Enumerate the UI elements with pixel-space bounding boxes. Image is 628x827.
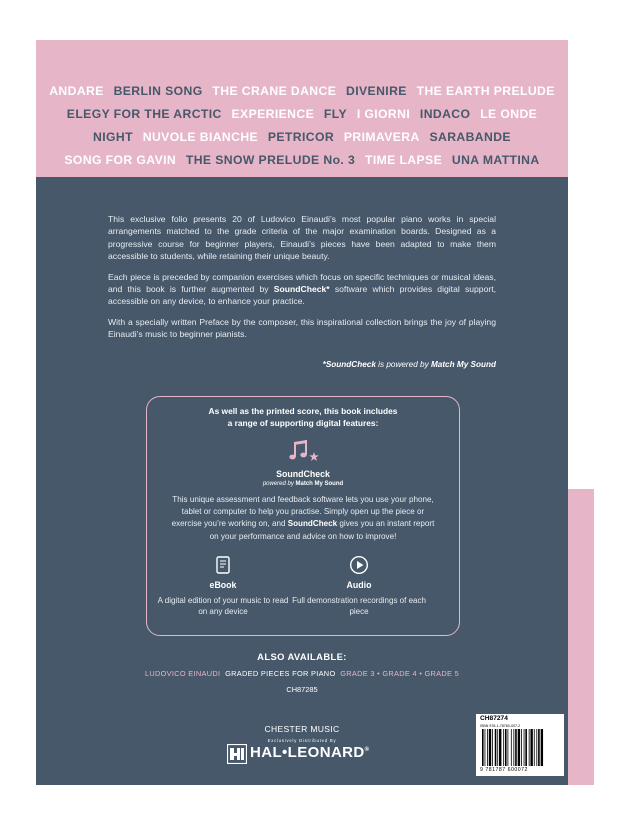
barcode-bar — [497, 729, 498, 766]
barcode-bar — [529, 729, 530, 766]
side-tab — [568, 489, 594, 785]
piece-title: SARABANDE — [429, 130, 511, 144]
audio-description: Full demonstration recordings of each piece — [292, 596, 426, 616]
piece-title: ELEGY FOR THE ARCTIC — [66, 107, 222, 121]
barcode-bar — [538, 729, 540, 766]
registered-mark: ® — [364, 747, 370, 753]
barcode-digits: 9 781787 600072 — [480, 767, 528, 773]
related-grades: GRADE 3 • GRADE 4 • GRADE 5 — [340, 669, 460, 678]
related-series — [36, 669, 568, 678]
piece-title: SONG FOR GAVIN — [64, 153, 177, 167]
barcode-bar — [511, 729, 512, 766]
piece-title: FLY — [323, 107, 348, 121]
ebook-title: eBook — [209, 580, 237, 590]
heading-line: As well as the printed score, this book includes — [208, 406, 398, 416]
footnote — [108, 360, 496, 369]
barcode-label — [476, 714, 564, 776]
barcode-bar — [524, 729, 525, 766]
heading-line: a range of supporting digital features: — [227, 418, 379, 428]
powered-label: powered by — [262, 481, 296, 487]
ebook-description: A digital edition of your music to read on any device — [157, 596, 289, 616]
isbn: ISBN 978-1-78760-007-2 — [480, 724, 521, 728]
ebook-icon — [213, 555, 233, 575]
description-paragraph-2 — [108, 271, 496, 308]
barcode-bar — [503, 729, 504, 766]
barcode-bar — [518, 729, 520, 766]
footnote-partner: Match My Sound — [430, 360, 496, 369]
soundcheck-mention: SoundCheck — [287, 519, 338, 529]
barcode-bar — [536, 729, 537, 766]
related-composer: LUDOVICO EINAUDI — [144, 669, 221, 678]
distributed-by-label: Exclusively Distributed By — [267, 738, 337, 743]
footnote-text: is powered by — [375, 360, 431, 369]
piece-title: EXPERIENCE — [231, 107, 315, 121]
play-icon — [349, 555, 369, 575]
piece-title: I GIORNI — [356, 107, 411, 121]
barcode-bar — [482, 729, 484, 766]
soundcheck-description — [169, 494, 437, 543]
powered-partner: Match My Sound — [295, 481, 344, 487]
publisher-name: CHESTER MUSIC — [264, 724, 340, 734]
soundcheck-title: SoundCheck — [276, 469, 330, 479]
piece-title: LE ONDE — [480, 107, 538, 121]
piece-title: THE SNOW PRELUDE No. 3 — [185, 153, 356, 167]
related-catalogue-number: CH87285 — [286, 685, 318, 694]
piece-title-list — [40, 80, 564, 172]
barcode-bar — [513, 729, 514, 766]
digital-features-heading — [147, 405, 459, 429]
barcode-bar — [530, 729, 532, 766]
barcode-bar — [525, 729, 527, 766]
piece-title: PETRICOR — [267, 130, 335, 144]
description — [108, 213, 496, 349]
piece-title: INDACO — [419, 107, 471, 121]
barcode-bar — [492, 729, 493, 766]
piece-title: NIGHT — [93, 130, 133, 144]
piece-title: BERLIN SONG — [113, 84, 203, 98]
barcode-bar — [515, 729, 517, 766]
distributor-name — [250, 744, 369, 761]
barcode-bar — [489, 729, 491, 766]
digital-features-box — [146, 396, 460, 636]
related-series-title: GRADED PIECES FOR PIANO — [225, 669, 336, 678]
piece-title: NUVOLE BIANCHE — [142, 130, 259, 144]
piece-title: DIVENIRE — [346, 84, 407, 98]
description-text: This unique assessment and feedback software lets you use your phone, tablet or computer to help you practise. Simply open up the piece or exercise you’re working on, and — [171, 495, 434, 529]
piece-title: PRIMAVERA — [343, 130, 420, 144]
barcode-bar — [495, 729, 497, 766]
piece-title: UNA MATTINA — [451, 153, 540, 167]
piece-title: THE CRANE DANCE — [212, 84, 337, 98]
piece-title: TIME LAPSE — [364, 153, 443, 167]
description-paragraph-1: This exclusive folio presents 20 of Ludovico Einaudi’s most popular piano works in special arrangements matched to the grade criteria of the major examination boards. Designed as a progressive course for beginner players, Einaudi’s pieces have been adapted to make them accessible to students, while retaining their unique beauty. — [108, 214, 496, 262]
description-text: software which provides digital support, accessible on any device, to enhance your practice. — [108, 284, 496, 307]
barcode-bar — [487, 729, 488, 766]
barcode-bar — [541, 729, 543, 766]
music-notes-icon — [286, 439, 322, 465]
barcode-bar — [508, 729, 509, 766]
barcode-bar — [521, 729, 522, 766]
barcode-bar — [505, 729, 507, 766]
piece-title: ANDARE — [49, 84, 104, 98]
soundcheck-mention: SoundCheck* — [273, 284, 330, 295]
hal-leonard-logo-icon — [227, 744, 247, 764]
piece-title: THE EARTH PRELUDE — [416, 84, 555, 98]
catalogue-number: CH87274 — [480, 715, 508, 722]
barcode-bar — [534, 729, 535, 766]
distributor-wordmark: HAL•LEONARD — [250, 744, 365, 761]
audio-title: Audio — [346, 580, 372, 590]
footnote-brand: *SoundCheck — [322, 360, 376, 369]
barcode — [482, 729, 560, 766]
description-text: gives you an instant report on your performance and advice on how to improve! — [209, 519, 435, 541]
soundcheck-powered-by — [147, 481, 459, 487]
barcode-bar — [485, 729, 486, 766]
description-text: Each piece is preceded by companion exercises which focus on specific techniques or musical ideas, and this book is further augmented by — [108, 271, 496, 295]
also-available-heading: ALSO AVAILABLE: — [257, 651, 347, 662]
description-paragraph-3: With a specially written Preface by the composer, this inspirational collection brings the joy of playing Einaudi’s music to beginner pianists. — [108, 316, 496, 340]
barcode-bar — [499, 729, 501, 766]
